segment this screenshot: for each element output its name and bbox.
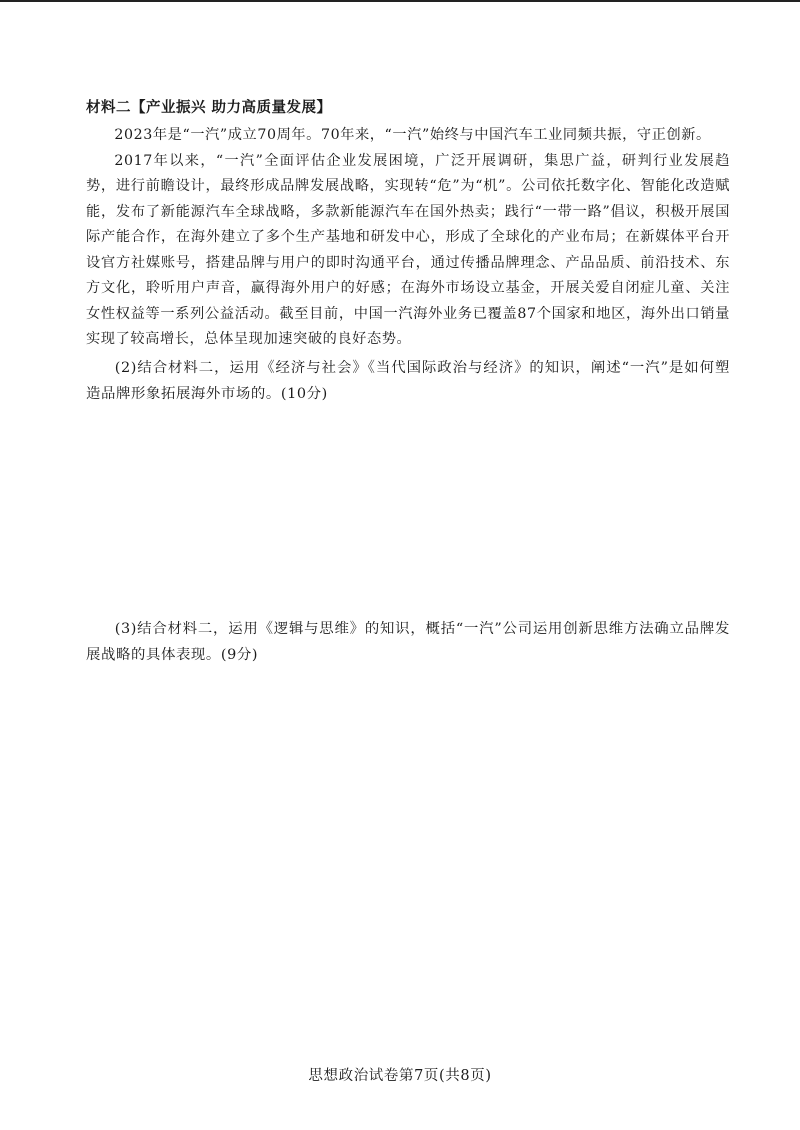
question-2: (2)结合材料二，运用《经济与社会》《当代国际政治与经济》的知识，阐述“一汽”是如何塑造品牌形象拓展海外市场的。(10分) [86,359,730,402]
material-heading: 材料二【产业振兴 助力高质量发展】 [86,100,332,116]
top-border-rule [0,0,800,2]
page-footer: 思想政治试卷第7页(共8页) [308,1068,492,1084]
material-paragraph-2: 2017年以来，“一汽”全面评估企业发展困境，广泛开展调研，集思广益，研判行业发展趋势，进行前瞻设计，最终形成品牌发展战略，实现转“危”为“机”。公司依托数字化、智能化改造赋能，发布了新能源汽车全球战略，多款新能源汽车在国外热卖；践行“一带一路”倡议，积极开展国际产能合作，在海外建立了多个生产基地和研发中心，形成了全球化的产业布局；在新媒体平台开设官方社媒账号，搭建品牌与用户的即时沟通平台，通过传播品牌理念、产品品质、前沿技术、东方文化，聆听用户声音，赢得海外用户的好感；在海外市场设立基金，开展关爱自闭症儿童、关注女性权益等一系列公益活动。截至目前，中国一汽海外业务已覆盖87个国家和地区，海外出口销量实现了较高增长，总体呈现加速突破的良好态势。 [86,152,730,347]
question-3: (3)结合材料二，运用《逻辑与思维》的知识，概括“一汽”公司运用创新思维方法确立品牌发展战略的具体表现。(9分) [86,621,730,663]
question-3-section [86,616,730,668]
material-paragraph-1: 2023年是“一汽”成立70周年。70年来，“一汽”始终与中国汽车工业同频共振，守正创新。 [114,127,711,143]
material-section [86,96,730,407]
